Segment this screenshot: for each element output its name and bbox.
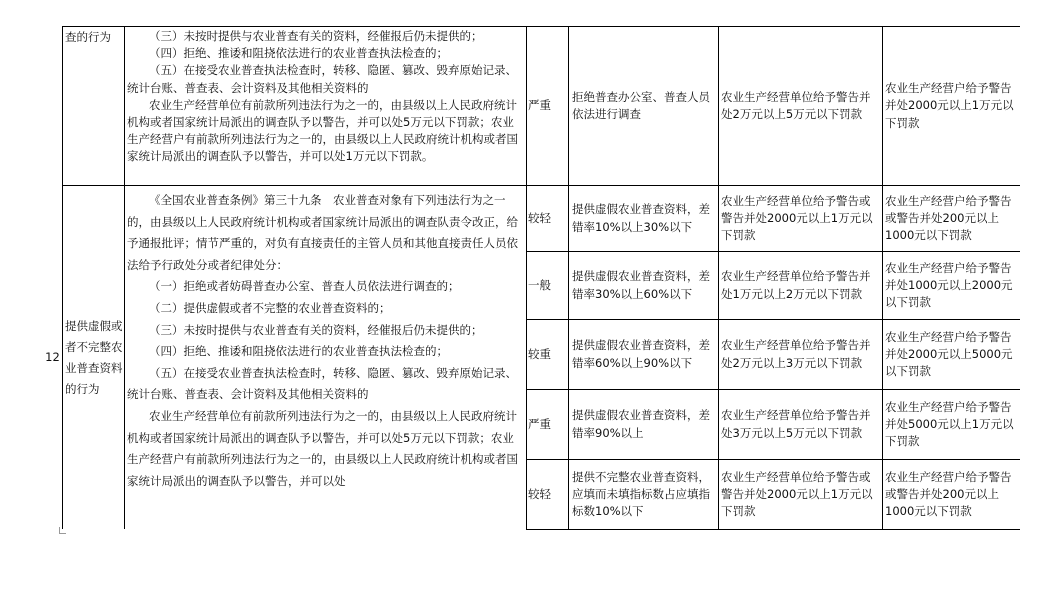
table-bottom-border	[526, 529, 1020, 530]
circumstance-text: 提供虚假农业普查资料，差错率30%以上60%以下	[572, 269, 710, 301]
unit-penalty-text: 农业生产经营单位给予警告并处1万元以上2万元以下罚款	[721, 269, 871, 301]
household-penalty-text: 农业生产经营户给予警告并处1000元以上2000元以下罚款	[885, 260, 1013, 310]
basis-paragraph: 《全国农业普查条例》第三十九条 农业普查对象有下列违法行为之一的，由县级以上人民政府统计机构或者国家统计局派出的调查队责令改正，给予通报批评；情节严重的，对负有直接责任的主管人员和其他直接责任人员依法给予行政处分或者纪律处分：	[127, 193, 518, 272]
col-divider	[718, 26, 719, 529]
unit-penalty-text: 农业生产经营单位给予警告并处3万元以上5万元以下罚款	[721, 408, 871, 440]
legal-basis-cell	[127, 190, 524, 529]
violation-cell	[65, 186, 123, 529]
violation-cell	[65, 29, 122, 46]
household-penalty-text: 农业生产经营户给予警告并处5000元以上1万元以下罚款	[885, 399, 1014, 449]
circumstance-cell	[572, 27, 716, 185]
circumstance-cell	[572, 186, 716, 251]
legal-basis-cell	[127, 28, 524, 184]
basis-paragraph: （四）拒绝、推诿和阻挠依法进行的农业普查执法检查的；	[149, 46, 448, 61]
severity-cell	[528, 186, 568, 251]
col-divider	[62, 26, 63, 529]
basis-paragraph: （一）拒绝或者妨碍普查办公室、普查人员依法进行调查的；	[149, 279, 460, 294]
circumstance-text: 提供虚假农业普查资料，差错率90%以上	[572, 408, 710, 440]
household-penalty-text: 农业生产经营户给予警告并处2000元以上1万元以下罚款	[885, 81, 1014, 130]
col-divider	[124, 26, 125, 529]
severity-cell	[528, 27, 568, 185]
row-number-cell	[44, 186, 61, 529]
basis-paragraph: （五）在接受农业普查执法检查时，转移、隐匿、篡改、毁弃原始记录、统计台账、普查表、会计资料及其他相关资料的	[127, 63, 517, 95]
unit-penalty-text: 农业生产经营单位给予警告并处2万元以上5万元以下罚款	[721, 89, 871, 121]
severity-cell	[528, 460, 568, 529]
unit-penalty-cell	[721, 320, 881, 389]
unit-penalty-cell	[721, 186, 881, 251]
circumstance-cell	[572, 390, 716, 459]
household-penalty-cell	[885, 252, 1020, 319]
unit-penalty-cell	[721, 390, 881, 459]
basis-paragraph: （三）未按时提供与农业普查有关的资料，经催报后仍未提供的；	[149, 322, 483, 337]
unit-penalty-cell	[721, 27, 881, 185]
circumstance-text: 提供不完整农业普查资料，应填而未填指标数占应填指标数10%以下	[572, 469, 710, 519]
household-penalty-text: 农业生产经营户给予警告或警告并处200元以上1000元以下罚款	[885, 469, 1012, 519]
circumstance-text: 拒绝普查办公室、普查人员依法进行调查	[572, 89, 710, 121]
severity-level: 一般	[528, 277, 551, 292]
severity-cell	[528, 252, 568, 319]
severity-level: 较轻	[528, 486, 551, 501]
basis-paragraph: （二）提供虚假或者不完整的农业普查资料的；	[149, 300, 391, 315]
severity-level: 较重	[528, 346, 551, 361]
unit-penalty-text: 农业生产经营单位给予警告或警告并处2000元以上1万元以下罚款	[721, 469, 873, 519]
unit-penalty-text: 农业生产经营单位给予警告或警告并处2000元以上1万元以下罚款	[721, 193, 873, 243]
circumstance-cell	[572, 320, 716, 389]
col-divider	[568, 26, 569, 529]
col-divider	[882, 26, 883, 529]
basis-paragraph: 农业生产经营单位有前款所列违法行为之一的，由县级以上人民政府统计机构或者国家统计局派出的调查队予以警告，并可以处5万元以下罚款；农业生产经营户有前款所列违法行为之一的，由县级以上人民政府统计机构或者国家统计局派出的调查队予以警告，并可以处1万元以下罚款。	[127, 97, 518, 164]
household-penalty-cell	[885, 460, 1020, 529]
household-penalty-cell	[885, 186, 1020, 251]
household-penalty-cell	[885, 390, 1020, 459]
household-penalty-text: 农业生产经营户给予警告并处2000元以上5000元以下罚款	[885, 329, 1013, 379]
household-penalty-cell	[885, 27, 1020, 185]
circumstance-text: 提供虚假农业普查资料，差错率60%以上90%以下	[572, 338, 710, 370]
circumstance-cell	[572, 460, 716, 529]
violation-text: 查的行为	[65, 30, 111, 44]
severity-level: 严重	[528, 416, 551, 431]
paragraph-mark-icon	[59, 527, 66, 534]
unit-penalty-text: 农业生产经营单位给予警告并处2万元以上3万元以下罚款	[721, 338, 871, 370]
circumstance-text: 提供虚假农业普查资料，差错率10%以上30%以下	[572, 202, 710, 234]
household-penalty-text: 农业生产经营户给予警告或警告并处200元以上1000元以下罚款	[885, 193, 1012, 243]
circumstance-cell	[572, 252, 716, 319]
basis-paragraph: （四）拒绝、推诿和阻挠依法进行的农业普查执法检查的；	[149, 344, 448, 359]
severity-cell	[528, 320, 568, 389]
basis-paragraph: （五）在接受农业普查执法检查时，转移、隐匿、篡改、毁弃原始记录、统计台账、普查表、会计资料及其他相关资料的	[127, 365, 517, 402]
severity-cell	[528, 390, 568, 459]
violation-text: 提供虚假或者不完整农业普查资料的行为	[65, 318, 123, 396]
household-penalty-cell	[885, 320, 1020, 389]
basis-paragraph: （三）未按时提供与农业普查有关的资料，经催报后仍未提供的；	[149, 29, 483, 43]
severity-level: 严重	[528, 98, 551, 113]
row-number: 12	[45, 349, 60, 364]
col-divider	[526, 26, 527, 529]
basis-paragraph: 农业生产经营单位有前款所列违法行为之一的，由县级以上人民政府统计机构或者国家统计局派出的调查队予以警告，并可以处5万元以下罚款；农业生产经营户有前款所列违法行为之一的，由县级以上人民政府统计机构或者国家统计局派出的调查队予以警告，并可以处	[127, 408, 518, 488]
unit-penalty-cell	[721, 460, 881, 529]
severity-level: 较轻	[528, 210, 551, 225]
unit-penalty-cell	[721, 252, 881, 319]
